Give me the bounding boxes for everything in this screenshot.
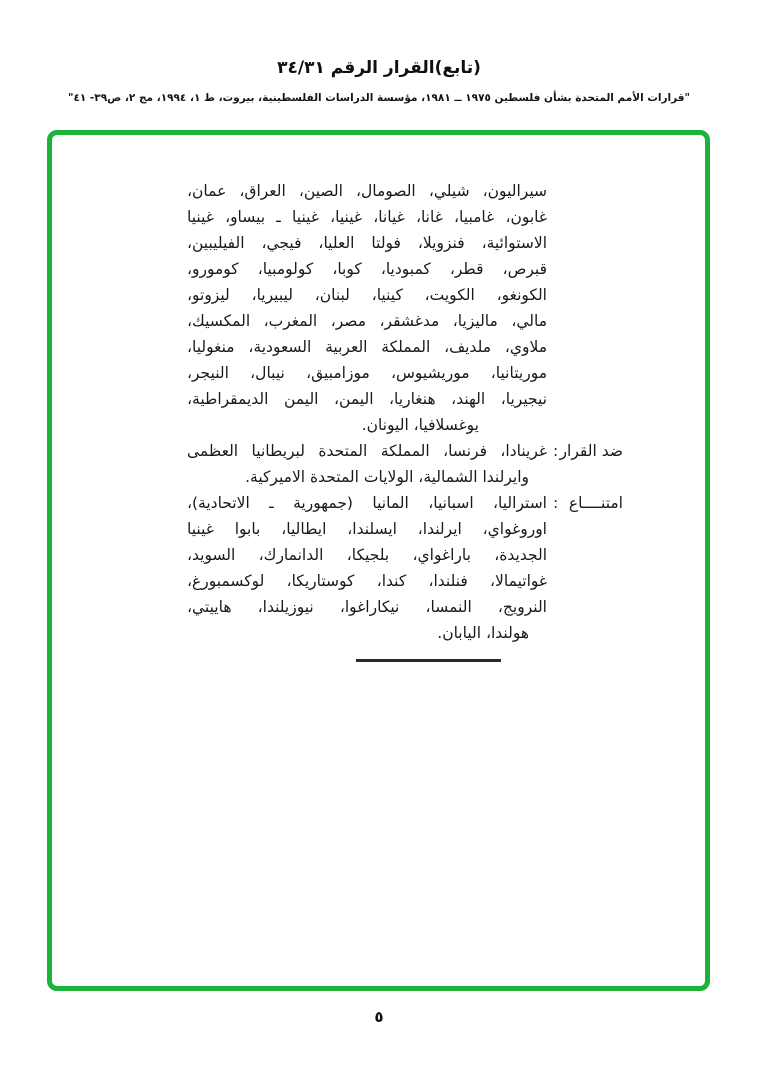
country-list-line: استراليا، اسبانيا، المانيا (جمهورية ـ الاتحادية)، [187,494,547,512]
vote-sections [187,438,623,646]
resolution-title: (تابع)القرار الرقم ٣٤/٣١ [277,58,481,78]
vote-section-label [553,438,623,490]
vote-section-countries [187,490,547,646]
country-list-line: غواتيمالا، فنلندا، كندا، كوستاريكا، لوكسمبورغ، [187,572,547,590]
country-list-line: الاستوائية، فنزويلا، فولتا العليا، فيجي، الفيليبين، [187,234,547,252]
country-list-line: غرينادا، فرنسا، المملكة المتحدة لبريطانيا العظمى [187,442,547,460]
country-list-line: نيجيريا، الهند، هنغاريا، اليمن، اليمن الديمقراطية، [187,390,547,408]
vote-section-countries [187,438,547,490]
country-list-line: غابون، غامبيا، غانا، غيانا، غينيا، غينيا ـ بيساو، غينيا [187,208,547,226]
country-list-line: وايرلندا الشمالية، الولايات المتحدة الاميركية. [245,468,529,486]
vote-section-label [553,490,623,646]
end-divider [356,659,501,662]
country-list-line: هولندا، اليابان. [437,624,529,642]
page-header [0,58,758,104]
country-list-line: الكونغو، الكويت، كينيا، لبنان، ليبيريا، ليزوتو، [187,286,547,304]
country-list-line: ملاوي، ملديف، المملكة العربية السعودية، منغوليا، [187,338,547,356]
country-list-line: سيراليون، شيلي، الصومال، الصين، العراق، عمان، [187,182,547,200]
label-colon: : [553,442,559,460]
country-list-line: النرويج، النمسا، نيكاراغوا، نيوزيلندا، هاييتي، [187,598,547,616]
vote-section-label-text: ضد القرار [559,442,623,460]
source-citation: "قرارات الأمم المتحدة بشأن فلسطين ١٩٧٥ ــ ١٩٨١، مؤسسة الدراسات الفلسطينية، بيروت، ط ١، ١٩٩٤، مج ٢، ص٣٩- ٤١" [67,92,691,104]
country-list-line: اوروغواي، ايرلندا، ايسلندا، ايطاليا، بابوا غينيا [187,520,547,538]
country-list-line: قبرص، قطر، كمبوديا، كوبا، كولومبيا، كومورو، [187,260,547,278]
page-border-frame [47,130,710,991]
vote-section [187,438,623,490]
country-list-line: مالي، ماليزيا، مدغشقر، مصر، المغرب، المكسيك، [187,312,547,330]
resolution-vote-text [187,178,623,662]
page-number: ٥ [374,1008,384,1026]
vote-list-continuation [187,178,547,438]
country-list-line: يوغسلافيا، اليونان. [361,416,479,434]
country-list-line: الجديدة، باراغواي، بلجيكا، الدانمارك، السويد، [187,546,547,564]
country-list-line: موريتانيا، موريشيوس، موزامبيق، نيبال، النيجر، [187,364,547,382]
label-colon: : [553,494,559,512]
vote-section [187,490,623,646]
vote-section-label-text: امتنــــاع [568,494,623,512]
